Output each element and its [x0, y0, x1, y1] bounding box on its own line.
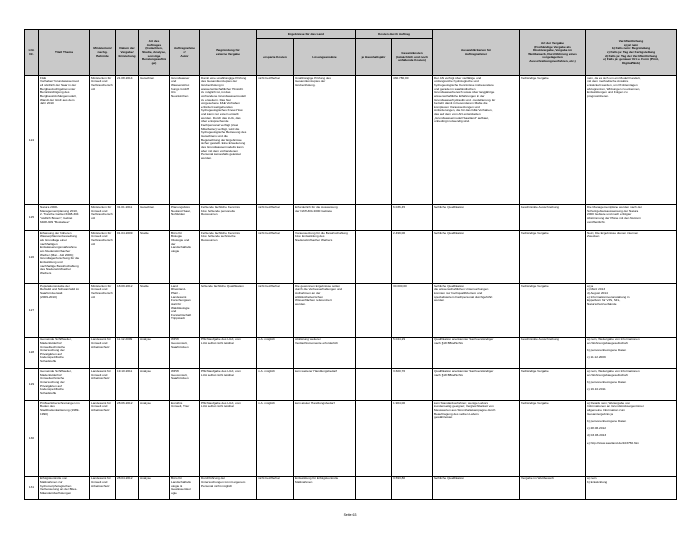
cell-titel: Populationsstudie der Rehwild und Schwarzwild im Saarforstverwalt (2009-2010) — [39, 283, 90, 337]
cell-loesungsansaetze: Abklärung weiterer Verdachtsmomente erforderlich — [294, 337, 356, 369]
cell-art: Gutachten — [139, 205, 170, 231]
row-number: 125 — [25, 205, 39, 231]
col-header-lfd-nr: Lfd. Nr. — [25, 30, 39, 76]
page-number: Seite 63 — [343, 513, 357, 517]
cell-art-der-vergabe: freihändige Vergabe — [520, 76, 586, 205]
cell-begruendung: Fehlende fachliche Kenntnis bzw. fehlende technische Ressourcen — [200, 231, 257, 284]
cell-veroeffentlichung: a) nein, Weitergabe von Informationen an Wohnungsbaugesellschaft b) personenbezogene Daten c) 11.12.2009 — [586, 337, 677, 369]
cell-auftragnehmer: Büro für Biologie Okologie und der Landschaftsök ologie — [170, 231, 200, 284]
row-number: 128 — [25, 337, 39, 369]
row-number: 131 — [25, 476, 39, 499]
cell-auftragnehmer: Büro für Landschaftsök ologie & Gewässerökol ogie — [170, 476, 200, 499]
col-header-je-haushaltsjahr: je Haushaltsjahr — [356, 39, 392, 76]
col-group-ergebnisse: Ergebnisse für das Land — [257, 30, 356, 39]
contracts-table — [24, 29, 677, 500]
cell-begruendung: Durchführung der Untersuchungen ist mit eigenem Personal nicht möglich — [200, 476, 257, 499]
cell-datum: 28.06.2012 — [116, 400, 139, 476]
cell-art-der-vergabe: beschränkte Ausschreibung — [520, 205, 586, 231]
row-number: 126 — [25, 231, 39, 284]
cell-auswahlkriterien: Qualifikation anerkannter Sachverständiger nach §18 BBodSchG — [433, 337, 520, 369]
cell-ministerium: Ministerium für Umwelt und Verbraucherschutz — [90, 231, 116, 284]
cell-auftragnehmer: Planungsbüro Neuland Saar, Nohfelden — [170, 205, 200, 231]
cell-art-der-vergabe: beschränkte Ausschreibung — [520, 337, 586, 369]
cell-ersparte-kosten: nicht bezifferbar — [257, 283, 294, 337]
cell-je-haushaltsjahr — [356, 369, 392, 401]
cell-ersparte-kosten: nicht bezifferbar — [257, 231, 294, 284]
cell-veroeffentlichung: a) ja c) März 2013 d) August 2014 e) Informationsveranstaltung in Eppelborn für VJS, SFL, Naturschutzverbände — [586, 283, 677, 337]
cell-datum: 01.04.2009 — [116, 231, 139, 284]
table-row — [25, 337, 677, 369]
cell-titel: Erfassung der höheren Wasserpflanzenbesiedlung als Grundlage einer nachhaltigen Entwässerungsmaßnahme am Niederwürzbacher Weiher (Mai - Juli 2009); Grundlagenforschung für die Entwicklung und nachhaltige Bewirtschaftung des Niederwürzbacher Weihers — [39, 231, 90, 284]
cell-auswahlkriterien: Der AN verfügt über vielfältige und umfangreiche hydrologische und hydrogeologische Kenntnisse insbesondere und gerade im saarländischen Grundwasserbereich sowie über langjährige wissenschaftliche Erfahrungen in der Grundwasserhydraulik und -modellierung. Er bezieht damit in besonderem Maße die komplexen Voraussetzungen und Anforderungen, die für das F&E Vorhaben, das auf dem vom AN entwickelten „Grundwassermodell Saarland" aufbaut, unbedingt notwendig sind. — [433, 76, 520, 205]
cell-titel: Gemeinde Schiffweiler, Madenfelderhof Umweltechnische Untersuchung der Privatgärten auf bodenspezifische Schadstoffe — [39, 369, 90, 401]
cell-ministerium: Ministerium für Umwelt und Verbraucherschutz — [90, 205, 116, 231]
cell-gesamtkosten: 1.904,00 — [392, 400, 433, 476]
cell-gesamtkosten: 2.499,00 — [392, 231, 433, 284]
cell-art: Analyse — [139, 337, 170, 369]
cell-titel: Natura 2000- Managementplanung 2010, 2. Tranche Gebiet 6408-304 "südlich Bosen"; Gebiet 6408-309 "Bostalsee" — [39, 205, 90, 231]
cell-gesamtkosten: 5.044,29 — [392, 337, 433, 369]
cell-begruendung: Pflichtaufgabe des LUA; vom LUA selbst nicht leistbar — [200, 400, 257, 476]
cell-veroeffentlichung: nein, da es sich um ein Modell handelt, mit dem methodische Ansätze entwickelt werden, um Problemlagen abzugrenzen, Wirkungen zu erkennen, Entwicklungen und Folgen zu prognostizieren. — [586, 76, 677, 205]
cell-art: Gutachten — [139, 76, 170, 205]
cell-gesamtkosten: 3.600,76 — [392, 369, 433, 401]
cell-art: Analyse — [139, 400, 170, 476]
table-row — [25, 205, 677, 231]
cell-art-der-vergabe: freihändige Vergabe — [520, 369, 586, 401]
cell-ersparte-kosten: n.A. möglich — [257, 400, 294, 476]
cell-ersparte-kosten: n.A. möglich — [257, 337, 294, 369]
cell-art-der-vergabe: freihändige Vergabe — [520, 283, 586, 337]
table-row — [25, 400, 677, 476]
col-header-gesamtkosten: Gesamtkosten (tatsächlich und noch anfallende Kosten) — [392, 39, 433, 76]
cell-loesungsansaetze: kein weiterer Handlungsbedarf — [294, 369, 356, 401]
cell-ministerium: Ministerium für Umwelt und Verbraucherschutz — [90, 76, 116, 205]
row-number: 124 — [25, 76, 39, 205]
table-row — [25, 369, 677, 401]
cell-art: Studie — [139, 283, 170, 337]
table-row — [25, 476, 677, 499]
cell-ministerium: Ministerium für Umwelt und Verbraucherschutz — [90, 283, 116, 337]
col-header-art-der-vergabe: Art der Vergabe (Freihändige Vergabe als Direktvergabe, Vergabe im Wettbewerb, Durchführung eines vorgelagerten Ausschreibungsverfahren, etc.) — [520, 30, 586, 76]
cell-auftragnehmer: WPW Geoconsult, Saarbrücken — [170, 337, 200, 369]
col-header-auftragnehmer: Auftragnehme r/ Autor — [170, 30, 200, 76]
cell-je-haushaltsjahr — [356, 400, 392, 476]
cell-auswahlkriterien: fachliche Qualifikation die wissenschaftlichen Untersuchungen konnten nur hochqualifiziertem und spezialisiertem Fachpersonal durchgeführt werden — [433, 283, 520, 337]
cell-art-der-vergabe: Vergabe im Wettbewerb — [520, 476, 586, 499]
cell-gesamtkosten: 430.780,00 — [392, 76, 433, 205]
cell-art: Analyse — [139, 369, 170, 401]
cell-auswahlkriterien: kein Standardverfahren; wenige Labors kundenseitig geeignet; Vergleichbarkeit von Messwerten aus Stromhaltekampagne durch Beauftragung des selben Labors gewährleistet — [433, 400, 520, 476]
cell-art: Analyse — [139, 476, 170, 499]
col-header-art: Art des Auftrages (Gutachten, Studie, Analyse, sonstige Beratungsaufträ ge) — [139, 30, 170, 76]
cell-je-haushaltsjahr — [356, 205, 392, 231]
cell-loesungsansaetze: Voraussetzung für die Bewirtschaftung bzw. Entwicklung des Niederwürzbacher Weihers — [294, 231, 356, 284]
cell-je-haushaltsjahr — [356, 476, 392, 499]
cell-art: Studie — [139, 231, 170, 284]
cell-ministerium: Landesamt für Umwelt und Arbeitsschutz — [90, 369, 116, 401]
cell-auswahlkriterien: Qualifikation anerkannter Sachverständiger nach §18 BBodSchG — [433, 369, 520, 401]
col-header-veroeffentlichung: Veröffentlichung a) ja/ nein b) Falls nein: Begründung c) Falls ja: Tag der Fertigstellung d) Falls ja: Tag der Veröffentlichung e) Falls ja: genauer Ort u. Form (Print, Digital/Web) — [586, 30, 677, 76]
cell-datum: 31.01.2011 — [116, 205, 139, 231]
cell-auftragnehmer: WPW Geoconsult, Saarbrücken — [170, 369, 200, 401]
col-header-titel-thema: Titel/ Thema — [39, 30, 90, 76]
cell-auswahlkriterien: fachliche Qualifikation — [433, 205, 520, 231]
cell-loesungsansaetze: Unabhängige Prüfung des Gesamtkonzeptes der Grubenflutung. — [294, 76, 356, 205]
header-row-group — [25, 30, 677, 39]
cell-auftragnehmer: Eurofins Umwelt, Trier — [170, 400, 200, 476]
cell-ersparte-kosten: nicht bezifferbar — [257, 476, 294, 499]
cell-auftragnehmer: Grundwasser und Wasserwirtsc hungs GmbH UG Neunkirchen — [170, 76, 200, 205]
cell-auftragnehmer: Land Rheinland- Pfalz - Landesamt Forschungsan stalt für Waldökologie und Forstwirtschaft Trippstadt — [170, 283, 200, 337]
cell-ersparte-kosten: nicht bezifferbar — [257, 76, 294, 205]
table-body — [25, 76, 677, 500]
table-row — [25, 76, 677, 205]
cell-loesungsansaetze: Entwicklung für Erfolgskontrolle Maßnahmen — [294, 476, 356, 499]
table-row — [25, 283, 677, 337]
cell-art-der-vergabe: freihändige Vergabe — [520, 400, 586, 476]
cell-datum: 28.04.2012 — [116, 476, 139, 499]
cell-je-haushaltsjahr — [356, 337, 392, 369]
row-number: 127 — [25, 283, 39, 337]
cell-datum: 19.10.2011 — [116, 369, 139, 401]
col-header-loesungsansaetze: Lösungsansätze — [294, 39, 356, 76]
cell-je-haushaltsjahr — [356, 76, 392, 205]
cell-titel: F&E Vorhaben"Grundwassermod ell nördlich der Saar in der Bergbauzuchtgebiet unter Berücksichtigung des Bergbaus/Anhängemodell, Wandt der GGF aus dem Jahr 2010 — [39, 76, 90, 205]
cell-je-haushaltsjahr — [356, 283, 392, 337]
col-header-ersparte-kosten: ersparte Kosten — [257, 39, 294, 76]
cell-titel: Prüfwertüberschreitungen im Boden des Stadtbodenkartierung (1989- 1990) — [39, 400, 90, 476]
col-header-ministerium: Ministerium/ nachg. Behörde — [90, 30, 116, 76]
cell-titel: Erfolgskontrolle von Maßnahmen zur hydromorphologischen Verbesserung an der Blies- Mäanderüberflutungen — [39, 476, 90, 499]
cell-veroeffentlichung: a) Details nein; Weitergabe von Informationen an Grundstückseigentümer allgemeine Information zum Gesamtergebnis ja b) personenbezogene Daten c) 28.06.2012 d) 03.06.2013 e) http://www.saarland.de/103750.htm — [586, 400, 677, 476]
cell-veroeffentlichung: Die Managementpläne werden nach der Schutzgebietsausweisung der Natura 2000 Gebiete und nach erfolgter Abstimmung der Pläne mit den Nutzern veröffentlicht. — [586, 205, 677, 231]
cell-datum: 11.12.2009 — [116, 337, 139, 369]
table-row — [25, 231, 677, 284]
cell-begruendung: Damit eine unabhängige Prüfung des Gesamtkonzeptes der Grubenflutung in wasserwirtschaftlicher Hinsicht zu möglich ist, ist das vorhandene Grundwassermodell zu erweitern. Das hier vorgesehene F&E Vorhaben erfordert weitgehendes hydrogeologisches Know-How und kann nur extern erstellt werden. Durch das LUA, das über entsprechende Fachpersonal verfügt (zwei Mitarbeiter) verfügt, wird die hydrogeologische Betreuung des Gutachtens und die Begutachtung der Ergebnisse sicher gestellt. Eine Erweiterung des Grundwassermodells kann aber mit dem vorhandenen Personal keinesfalls geleistet werden. — [200, 76, 257, 205]
cell-begruendung: Fehlende fachliche Kenntnis bzw. fehlende personelle Ressourcen — [200, 205, 257, 231]
cell-begruendung: Pflichtaufgabe des LUA; vom LUA selbst nicht leistbar — [200, 337, 257, 369]
cell-loesungsansaetze: Die gewonnen Ergebnisse sollen durch die Verbesserhaltungen und Aufnahmen an der wildökothebezüchen Wissenflächen referenziert werden. — [294, 283, 356, 337]
row-number: 129 — [25, 369, 39, 401]
cell-ministerium: Landesamt für Umwelt und Arbeitsschutz — [90, 476, 116, 499]
cell-veroeffentlichung: Nein; Die Ergebnisse dienen internen Zwecken — [586, 231, 677, 284]
col-header-begruendung: Begründung für externe Vergabe — [200, 30, 257, 76]
cell-art-der-vergabe: freihändige Vergabe — [520, 231, 586, 284]
row-number: 130 — [25, 400, 39, 476]
cell-je-haushaltsjahr — [356, 231, 392, 284]
cell-veroeffentlichung: a) nein, Weitergabe von Informationen an Wohnungsbaugesellschaft b) personenbezogene Daten c) 19.10.2011 — [586, 369, 677, 401]
cell-ministerium: Landesamt für Umwelt und Arbeitsschutz — [90, 337, 116, 369]
cell-gesamtkosten: 30.000,00 — [392, 283, 433, 337]
cell-datum: 21.08.2014 — [116, 76, 139, 205]
col-header-auswahlkriterien: Auswahlkriterien für Auftragnehmer — [433, 30, 520, 76]
cell-loesungsansaetze: Erforderlich für die Ausweisung der NATURA 2000 Gebiete — [294, 205, 356, 231]
cell-datum: 18.09.2012 — [116, 283, 139, 337]
cell-auswahlkriterien: fachliche Qualifikation — [433, 231, 520, 284]
col-header-datum: Datum der Vergabe/ Entstehung — [116, 30, 139, 76]
cell-loesungsansaetze: kein akuter Handlungsbedarf — [294, 400, 356, 476]
cell-gesamtkosten: 3.593,80 — [392, 476, 433, 499]
cell-titel: Gemeinde Schiffweiler, Madenfelderhof Umwelttechnische Untersuchung der Privatgärten auf bodenspezifische Schadstoffe — [39, 337, 90, 369]
cell-veroeffentlichung: a) nein b) Entwicklung — [586, 476, 677, 499]
cell-begruendung: fehlende fachliche Qualifikation — [200, 283, 257, 337]
cell-begruendung: Pflichtaufgabe des LUA; vom LUA selbst nicht leistbar — [200, 369, 257, 401]
cell-auswahlkriterien: fachliche Qualifikation — [433, 476, 520, 499]
cell-ministerium: Landesamt für Umwelt und Arbeitsschutz — [90, 400, 116, 476]
cell-ersparte-kosten: n.A. möglich — [257, 369, 294, 401]
cell-gesamtkosten: 6.036,45 — [392, 205, 433, 231]
cell-ersparte-kosten: nicht bezifferbar — [257, 205, 294, 231]
col-group-kosten: Kosten durch Auftrag — [356, 30, 433, 39]
